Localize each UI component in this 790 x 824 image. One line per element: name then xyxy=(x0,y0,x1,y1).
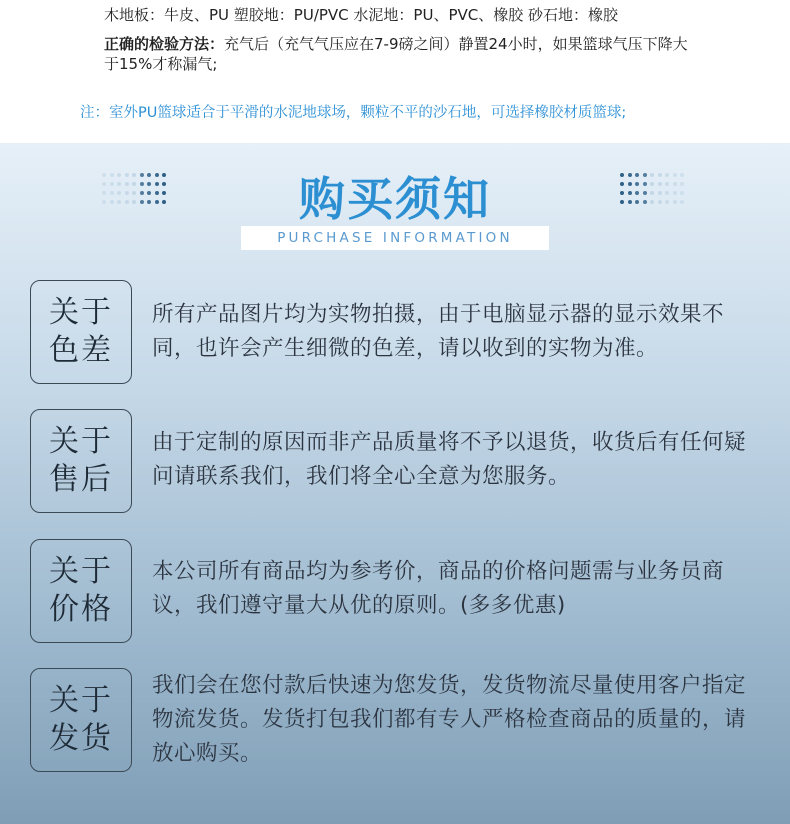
decorative-dot xyxy=(628,182,632,186)
info-text: 我们会在您付款后快速为您发货，发货物流尽量使用客户指定物流发货。发货打包我们都有专人严格检查商品的质量的，请放心购买。 xyxy=(152,673,747,766)
decorative-dot xyxy=(658,173,662,177)
decorative-dot xyxy=(643,173,647,177)
inspection-method xyxy=(104,34,694,74)
decorative-dot xyxy=(650,191,654,195)
decorative-dot xyxy=(658,191,662,195)
floor-material-line: 木地板：牛皮、PU 塑胶地：PU/PVC 水泥地：PU、PVC、橡胶 砂石地：橡胶 xyxy=(104,6,618,24)
purchase-info-section xyxy=(0,143,790,824)
inspection-method-label: 正确的检验方法： xyxy=(104,35,225,53)
decorative-dot xyxy=(635,191,639,195)
decorative-dot xyxy=(665,191,669,195)
info-badge xyxy=(30,668,132,772)
decorative-dot xyxy=(665,173,669,177)
decorative-dot xyxy=(665,182,669,186)
info-badge xyxy=(30,409,132,513)
badge-line-2: 售后 xyxy=(49,462,113,497)
info-text: 本公司所有商品均为参考价，商品的价格问题需与业务员商议，我们遵守量大从优的原则。(多多优惠) xyxy=(152,559,725,618)
info-badge xyxy=(30,539,132,643)
decorative-dot xyxy=(628,191,632,195)
decorative-dot xyxy=(680,200,684,204)
decorative-dot xyxy=(673,200,677,204)
decorative-dot xyxy=(650,173,654,177)
decorative-dot xyxy=(628,173,632,177)
info-text: 由于定制的原因而非产品质量将不予以退货，收货后有任何疑问请联系我们，我们将全心全意为您服务。 xyxy=(152,430,747,489)
decorative-dot xyxy=(650,200,654,204)
badge-line-1: 关于 xyxy=(49,683,113,718)
badge-line-1: 关于 xyxy=(49,424,113,459)
info-text: 所有产品图片均为实物拍摄，由于电脑显示器的显示效果不同，也许会产生细微的色差，请以收到的实物为准。 xyxy=(152,302,725,361)
decorative-dot xyxy=(680,173,684,177)
decorative-dot xyxy=(658,182,662,186)
decorative-dot xyxy=(650,182,654,186)
decorative-dot xyxy=(620,182,624,186)
decorative-dot xyxy=(628,200,632,204)
decorative-dot xyxy=(680,182,684,186)
badge-line-2: 发货 xyxy=(49,721,113,756)
decorative-dot xyxy=(680,191,684,195)
decorative-dot xyxy=(673,191,677,195)
decorative-dot xyxy=(620,173,624,177)
badge-line-2: 色差 xyxy=(49,333,113,368)
decorative-dot xyxy=(635,173,639,177)
decorative-dots-right xyxy=(620,173,686,205)
decorative-dot xyxy=(620,200,624,204)
decorative-dot xyxy=(643,191,647,195)
info-badge xyxy=(30,280,132,384)
decorative-dot xyxy=(673,173,677,177)
decorative-dot xyxy=(665,200,669,204)
badge-line-1: 关于 xyxy=(49,295,113,330)
decorative-dot xyxy=(635,182,639,186)
inspection-method-text: 充气后（充气气压应在7-9磅之间）静置24小时，如果篮球气压下降大于15%才称漏气; xyxy=(104,35,688,73)
section-subtitle: PURCHASE INFORMATION xyxy=(241,226,549,250)
decorative-dot xyxy=(643,182,647,186)
badge-line-1: 关于 xyxy=(49,554,113,589)
decorative-dot xyxy=(620,191,624,195)
badge-line-2: 价格 xyxy=(49,592,113,627)
top-info-section xyxy=(0,0,790,143)
decorative-dot xyxy=(643,200,647,204)
decorative-dot xyxy=(635,200,639,204)
outdoor-note: 注：室外PU篮球适合于平滑的水泥地球场，颗粒不平的沙石地，可选择橡胶材质篮球; xyxy=(80,105,627,121)
decorative-dot xyxy=(673,182,677,186)
section-title: 购买须知 xyxy=(299,172,491,226)
decorative-dot xyxy=(658,200,662,204)
